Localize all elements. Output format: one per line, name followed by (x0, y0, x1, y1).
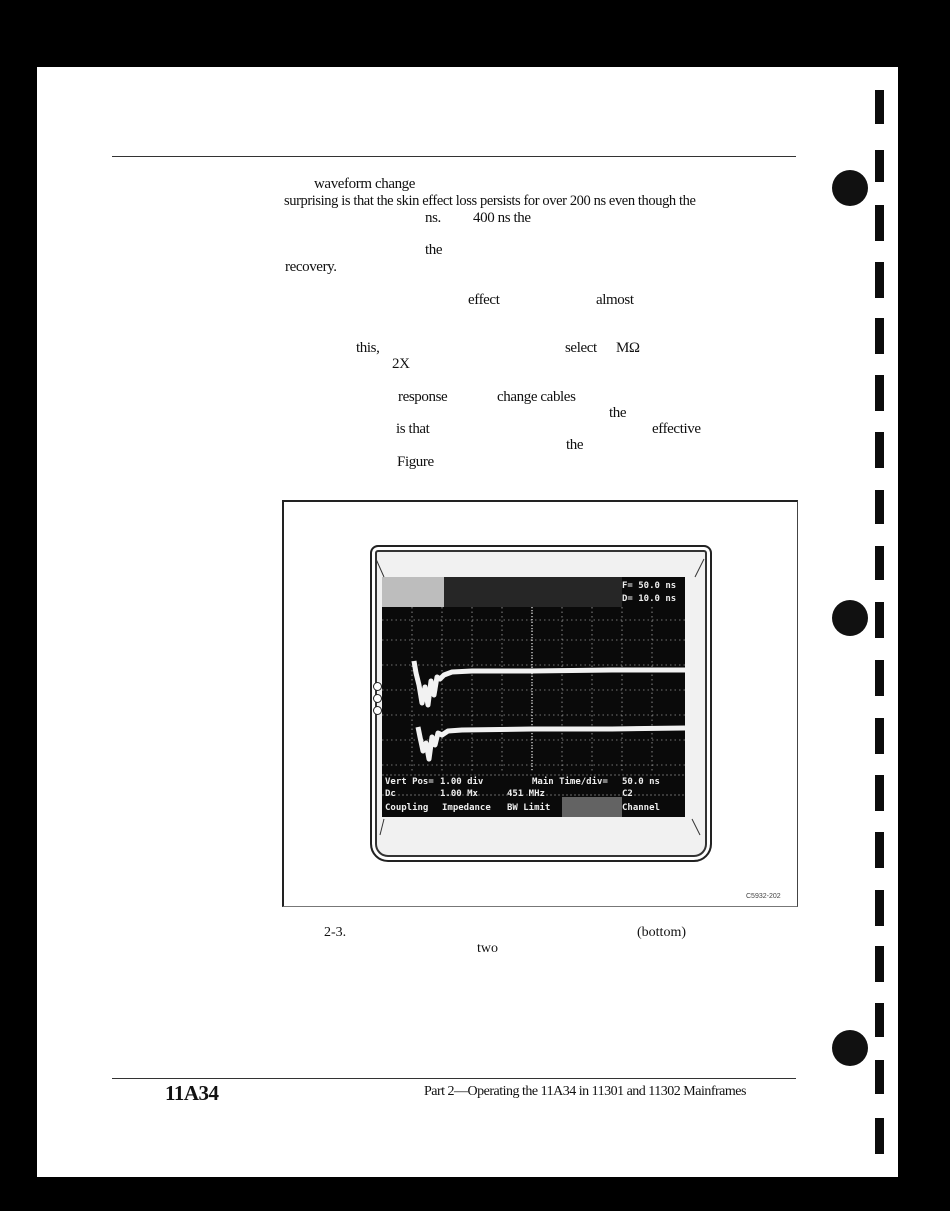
figure-id: C5932-202 (746, 893, 781, 900)
binder-tab (875, 90, 884, 124)
binder-tab (875, 205, 884, 241)
channel-value: C2 (622, 789, 633, 799)
body-text: is that (396, 421, 430, 437)
body-text: select (565, 340, 597, 356)
coupling-value: Dc (385, 789, 396, 799)
binder-tab (875, 1060, 884, 1094)
body-text: 400 ns the (473, 210, 531, 226)
body-text: response (398, 389, 448, 405)
figure-caption-text: two (477, 941, 498, 956)
bw-limit-value: 451 MHz (507, 789, 545, 799)
body-text: almost (596, 292, 634, 308)
body-text: waveform change (314, 176, 416, 192)
footer-rule (112, 1078, 796, 1079)
body-text: 2X (392, 356, 410, 372)
body-text: the (566, 437, 584, 453)
body-text: effect (468, 292, 500, 308)
bw-limit-label: BW Limit (507, 803, 551, 813)
body-text: ns. (425, 210, 441, 226)
body-text: the (609, 405, 627, 421)
binder-hole-icon (832, 1030, 868, 1066)
body-text: Figure (397, 454, 434, 470)
binder-tab (875, 432, 884, 468)
binder-tab (875, 1118, 884, 1154)
time-readout-d: D= 10.0 ns (622, 594, 677, 604)
binder-tab (875, 1003, 884, 1037)
binder-tab (875, 660, 884, 696)
impedance-value: 1.00 Mx (440, 789, 478, 799)
binder-tab (875, 832, 884, 868)
binder-tab (875, 318, 884, 354)
channel-label: Channel (622, 803, 660, 813)
vert-pos-label: Vert Pos= (385, 777, 434, 787)
main-time-value: 50.0 ns (622, 777, 660, 787)
binder-tab (875, 718, 884, 754)
bezel-corners (370, 545, 712, 862)
body-text: this, (356, 340, 380, 356)
binder-tab (875, 602, 884, 638)
body-text: effective (652, 421, 701, 437)
figure-caption-label: 2-3. (324, 925, 347, 940)
header-rule (112, 156, 796, 157)
body-text: the (425, 242, 443, 258)
time-readout-f: F= 50.0 ns (622, 581, 677, 591)
binder-tab (875, 490, 884, 524)
main-time-label: Main Time/div= (532, 777, 608, 787)
coupling-label: Coupling (385, 803, 429, 813)
impedance-label: Impedance (442, 803, 491, 813)
binder-tab (875, 150, 884, 182)
binder-tab (875, 262, 884, 298)
vert-pos-value: 1.00 div (440, 777, 484, 787)
binder-tab (875, 775, 884, 811)
binder-tab (875, 946, 884, 982)
binder-hole-icon (832, 170, 868, 206)
body-text: MΩ (616, 340, 640, 356)
section-title: Part 2—Operating the 11A34 in 11301 and 11302 Mainframes (424, 1084, 746, 1099)
product-model: 11A34 (165, 1081, 219, 1105)
body-text: surprising is that the skin effect loss persists for over 200 ns even though the (284, 193, 696, 209)
figure-caption-text: (bottom) (637, 925, 686, 940)
binder-tab (875, 546, 884, 580)
binder-hole-icon (832, 600, 868, 636)
body-text: recovery. (285, 259, 337, 275)
binder-tab (875, 375, 884, 411)
body-text: change cables (497, 389, 576, 405)
binder-tab (875, 890, 884, 926)
